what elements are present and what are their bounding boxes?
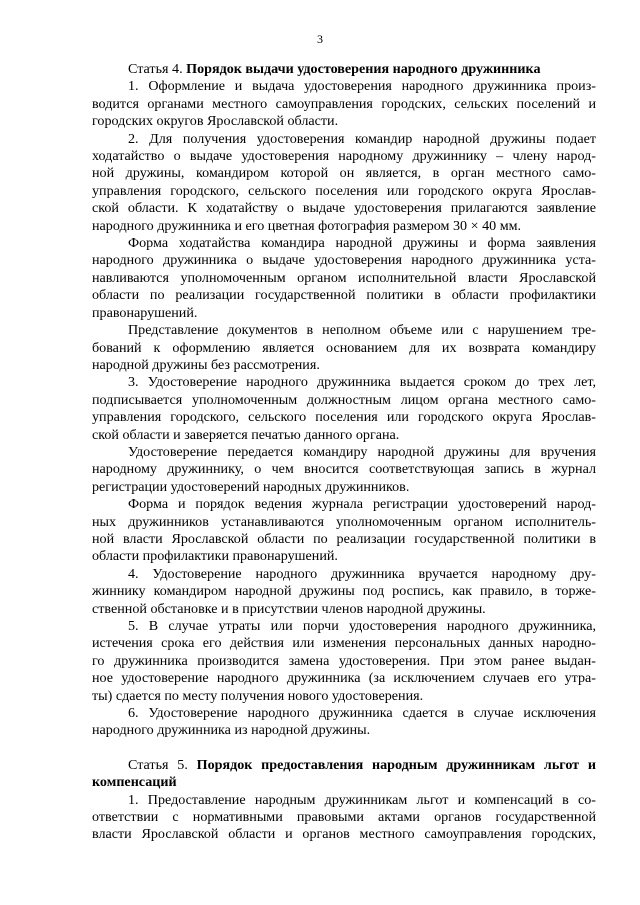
article-5-heading xyxy=(92,757,596,792)
paragraph-line: области по реализации государственной политики в области профилактики xyxy=(92,287,596,304)
paragraph xyxy=(92,566,596,618)
paragraph-line: 6. Удостоверение народного дружинника сдается в случае исключения xyxy=(128,705,596,722)
paragraph xyxy=(92,705,596,740)
article-5-label: Статья 5. xyxy=(128,756,188,773)
paragraph-line: 4. Удостоверение народного дружинника вручается народному дру- xyxy=(128,565,596,582)
paragraph-line: Представление документов в неполном объеме или с нарушением тре- xyxy=(128,322,596,339)
paragraph-line: народному дружиннику, о чем вносится соответствующая запись в журнал xyxy=(92,461,596,478)
paragraph-line: народной дружины без рассмотрения. xyxy=(92,356,320,373)
paragraph-line: ты) сдается по месту получения нового удостоверения. xyxy=(92,687,424,704)
paragraph-line: ской области. К ходатайству о выдаче удостоверения прилагаются заявление xyxy=(92,200,596,217)
paragraph-line: народного дружинника из народной дружины. xyxy=(92,722,371,739)
paragraph-line: Форма ходатайства командира народной дружины и форма заявления xyxy=(128,235,596,252)
paragraph xyxy=(92,618,596,705)
article-5-body xyxy=(92,792,596,844)
page-number: 3 xyxy=(317,32,323,46)
paragraph-line: ской области и заверяется печатью данного органа. xyxy=(92,426,400,443)
paragraph xyxy=(92,131,596,235)
paragraph-line: городских округов Ярославской области. xyxy=(92,113,339,130)
article-4-title: Порядок выдачи удостоверения народного дружинника xyxy=(186,61,541,77)
paragraph xyxy=(92,792,596,844)
article-5-title-line-2: компенсаций xyxy=(92,774,177,791)
article-5-heading-line xyxy=(92,757,596,774)
paragraph-line: правонарушений. xyxy=(92,304,198,321)
paragraph-line: управления городского, сельского поселения или городского округа Ярослав- xyxy=(92,182,596,199)
paragraph xyxy=(92,235,596,322)
paragraph-line: 5. В случае утраты или порчи удостоверения народного дружинника, xyxy=(128,618,596,634)
article-4-heading xyxy=(92,61,596,78)
paragraph-line: ное удостоверение народного дружинника (за исключением случаев его утра- xyxy=(92,670,596,687)
paragraph-line: 3. Удостоверение народного дружинника выдается сроком до трех лет, xyxy=(128,374,596,391)
paragraph xyxy=(92,496,596,566)
paragraph xyxy=(92,322,596,374)
article-5-title-line-1: Порядок предоставления народным дружинникам льгот и xyxy=(196,756,596,773)
paragraph-line: Удостоверение передается командиру народной дружины для вручения xyxy=(128,443,596,460)
article-4-body xyxy=(92,78,596,739)
paragraph-line: народного дружинника и его цветная фотография размером 30 × 40 мм. xyxy=(92,217,522,234)
paragraph xyxy=(92,444,596,496)
paragraph-line: 2. Для получения удостоверения командир народной дружины подает xyxy=(128,130,596,147)
paragraph-line: бований к оформлению является основанием для их возврата командиру xyxy=(92,339,596,356)
paragraph-line: жиннику командиром народной дружины под роспись, как правило, в торже- xyxy=(92,583,596,600)
paragraph-line: ственной обстановке и в присутствии членов народной дружины. xyxy=(92,600,486,617)
paragraph xyxy=(92,374,596,444)
paragraph-line: ной дружины, командиром которой он является, в орган местного само- xyxy=(92,165,596,182)
article-5-heading-line xyxy=(92,774,596,791)
section-gap xyxy=(92,740,596,757)
paragraph-line: народного дружинника о выдаче удостоверения народного дружинника уста- xyxy=(92,252,596,269)
paragraph-line: области профилактики правонарушений. xyxy=(92,548,338,565)
paragraph-line: водится органами местного самоуправления городских, сельских поселений и xyxy=(92,95,596,112)
paragraph xyxy=(92,78,596,130)
paragraph-line: го дружинника производится замена удостоверения. При этом ранее выдан- xyxy=(92,652,596,669)
article-4-label: Статья 4. xyxy=(128,61,183,77)
paragraph-line: регистрации удостоверений народных дружинников. xyxy=(92,478,410,495)
document-body xyxy=(92,61,596,844)
paragraph-line: ответствии с нормативными правовыми актами органов государственной xyxy=(92,809,596,826)
paragraph-line: власти Ярославской области и органов местного самоуправления городских, xyxy=(92,826,596,843)
paragraph-line: Форма и порядок ведения журнала регистрации удостоверений народ- xyxy=(128,496,596,513)
paragraph-line: ных дружинников устанавливаются уполномоченным органом исполнитель- xyxy=(92,513,596,530)
paragraph-line: ной власти Ярославской области по реализации государственной политики в xyxy=(92,530,596,547)
paragraph-line: навливаются уполномоченным органом исполнительной власти Ярославской xyxy=(92,269,596,286)
paragraph-line: ходатайство о выдаче удостоверения народному дружиннику – члену народ- xyxy=(92,148,596,165)
paragraph-line: подписывается уполномоченным должностным лицом органа местного само- xyxy=(92,391,596,408)
paragraph-line: управления городского, сельского поселения или городского округа Ярослав- xyxy=(92,409,596,426)
paragraph-line: 1. Оформление и выдача удостоверения народного дружинника произ- xyxy=(128,78,596,95)
paragraph-line: истечения срока его действия или изменения персональных данных народно- xyxy=(92,635,596,652)
paragraph-line: 1. Предоставление народным дружинникам льгот и компенсаций в со- xyxy=(128,791,596,808)
